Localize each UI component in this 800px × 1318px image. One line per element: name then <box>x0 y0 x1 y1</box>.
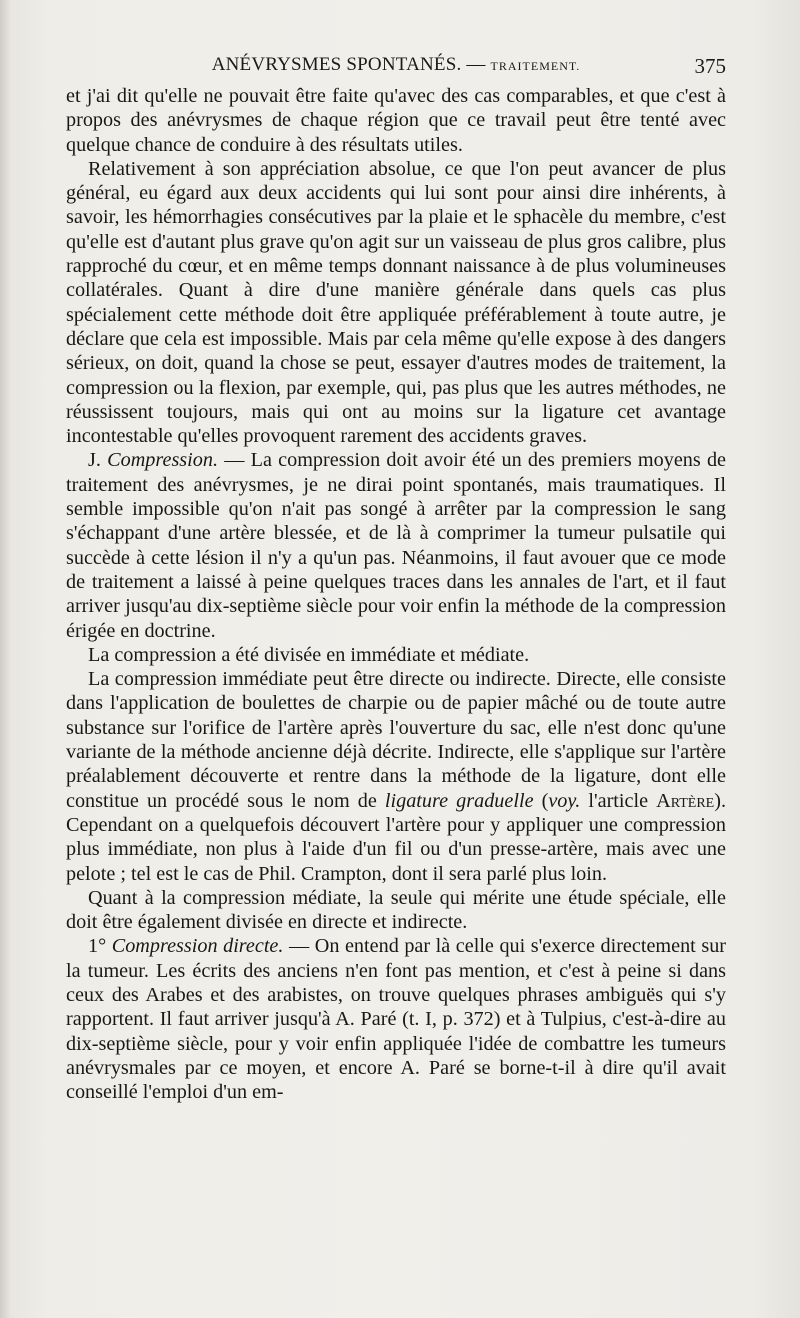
running-title-sub: TRAITEMENT. <box>490 59 581 73</box>
text-run: ( <box>533 789 549 812</box>
paragraph-appreciation: Relativement à son appréciation absolue, ce que l'on peut avancer de plus général, eu égard aux deux accidents qui lui sont pour ainsi dire inhérents, à savoir, les hémorrhagies consécutives par la plaie et le sphacèle du membre, c'est qu'elle est d'autant plus grave qu'on agit sur un vaisseau de plus gros calibre, plus rapproché du cœur, et en même temps donnant naissance à de plus volumineuses collatérales. Quant à dire d'une manière générale dans quels cas plus spécialement cette méthode doit être appliquée préférablement à toute autre, je déclare que cela est impossible. Mais par cela même qu'elle expose à des dangers sérieux, on doit, quand la chose se peut, essayer d'autres modes de traitement, la compression ou la flexion, par exemple, qui, pas plus que les autres méthodes, ne réussissent toujours, mais qui ont au moins sur la ligature cet avantage incontestable qu'elles provoquent rarement des accidents graves. <box>66 157 726 448</box>
text-run: l'article <box>580 789 657 812</box>
paragraph-continuation: et j'ai dit qu'elle ne pouvait être faite qu'avec des cas comparables, et que c'est à propos des anévrysmes de chaque région que ce travail peut être tenté avec quelque chance de conduire à des résultats utiles. <box>66 85 726 156</box>
paragraph-direct-compression <box>66 934 726 1104</box>
text-run: ). Cependant on a quelquefois découvert l'artère pour y appliquer une compression plus immédiate, non plus à l'aide d'un fil ou d'un presse-artère, mais avec une pelote ; tel est le cas de Phil. Crampton, dont il sera parlé plus loin. <box>66 789 726 885</box>
page-number: 375 <box>694 54 726 78</box>
text-run: La compression immédiate peut être directe ou indirecte. Directe, elle consiste dans l'application de boulettes de charpie ou de papier mâché ou de toute autre substance sur l'orifice de l'artère après l'ouverture du sac, elle n'est donc qu'une variante de la méthode ancienne déjà décrite. Indirecte, elle s'applique sur l'artère préalablement découverte et rentre dans la méthode de la ligature, dont elle constitue un procédé sous le nom de <box>66 668 726 812</box>
section-label: J. <box>88 449 108 472</box>
paragraph-immediate <box>66 667 726 886</box>
paragraph-division: La compression a été divisée en immédiate et médiate. <box>88 643 530 666</box>
running-title-main: ANÉVRYSMES SPONTANÉS. — <box>211 54 491 75</box>
section-label: 1° <box>88 935 112 958</box>
section-title-direct: Compression directe. <box>111 935 284 958</box>
section-text: — On entend par là celle qui s'exerce directement sur la tumeur. Les écrits des anciens n'en font pas mention, et c'est à peine si dans ceux des Arabes et des arabistes, on trouve quelques phrases ambiguës qui s'y rapportent. Il faut arriver jusqu'à A. Paré (t. I, p. 372) et à Tulpius, c'est-à-dire au dix-septième siècle, pour y voir enfin appliquée l'idée de combattre les tumeurs anévrysmales par ce moyen, et encore A. Paré se borne-t-il à dire qu'il avait conseillé l'emploi d'un em- <box>66 935 727 1104</box>
paragraph-mediate: Quant à la compression médiate, la seule qui mérite une étude spéciale, elle doit être également divisée en directe et indirecte. <box>66 886 726 934</box>
section-title-compression: Compression. <box>107 449 218 472</box>
body-text <box>66 84 726 1104</box>
italic-voy: voy. <box>548 789 581 812</box>
italic-term: ligature graduelle <box>384 789 534 812</box>
page-gutter <box>0 0 10 1318</box>
section-text: — La compression doit avoir été un des premiers moyens de traitement des anévrysmes, je ne dirai point spontanés, mais traumatiques. Il semble impossible qu'on n'ait pas songé à arrêter par la compression le sang s'échappant d'une artère blessée, et de là à comprimer la tumeur pulsatile qui succède à cette lésion il n'y a qu'un pas. Néanmoins, il faut avouer que ce mode de traitement a laissé à peine quelques traces dans les annales de l'art, et il faut arriver jusqu'au dix-septième siècle pour voir enfin la méthode de la compression érigée en doctrine. <box>66 449 727 642</box>
smallcaps-artere: Artère <box>656 789 715 812</box>
paragraph-compression-intro <box>66 448 726 642</box>
running-title <box>66 54 726 76</box>
running-header <box>66 52 726 82</box>
